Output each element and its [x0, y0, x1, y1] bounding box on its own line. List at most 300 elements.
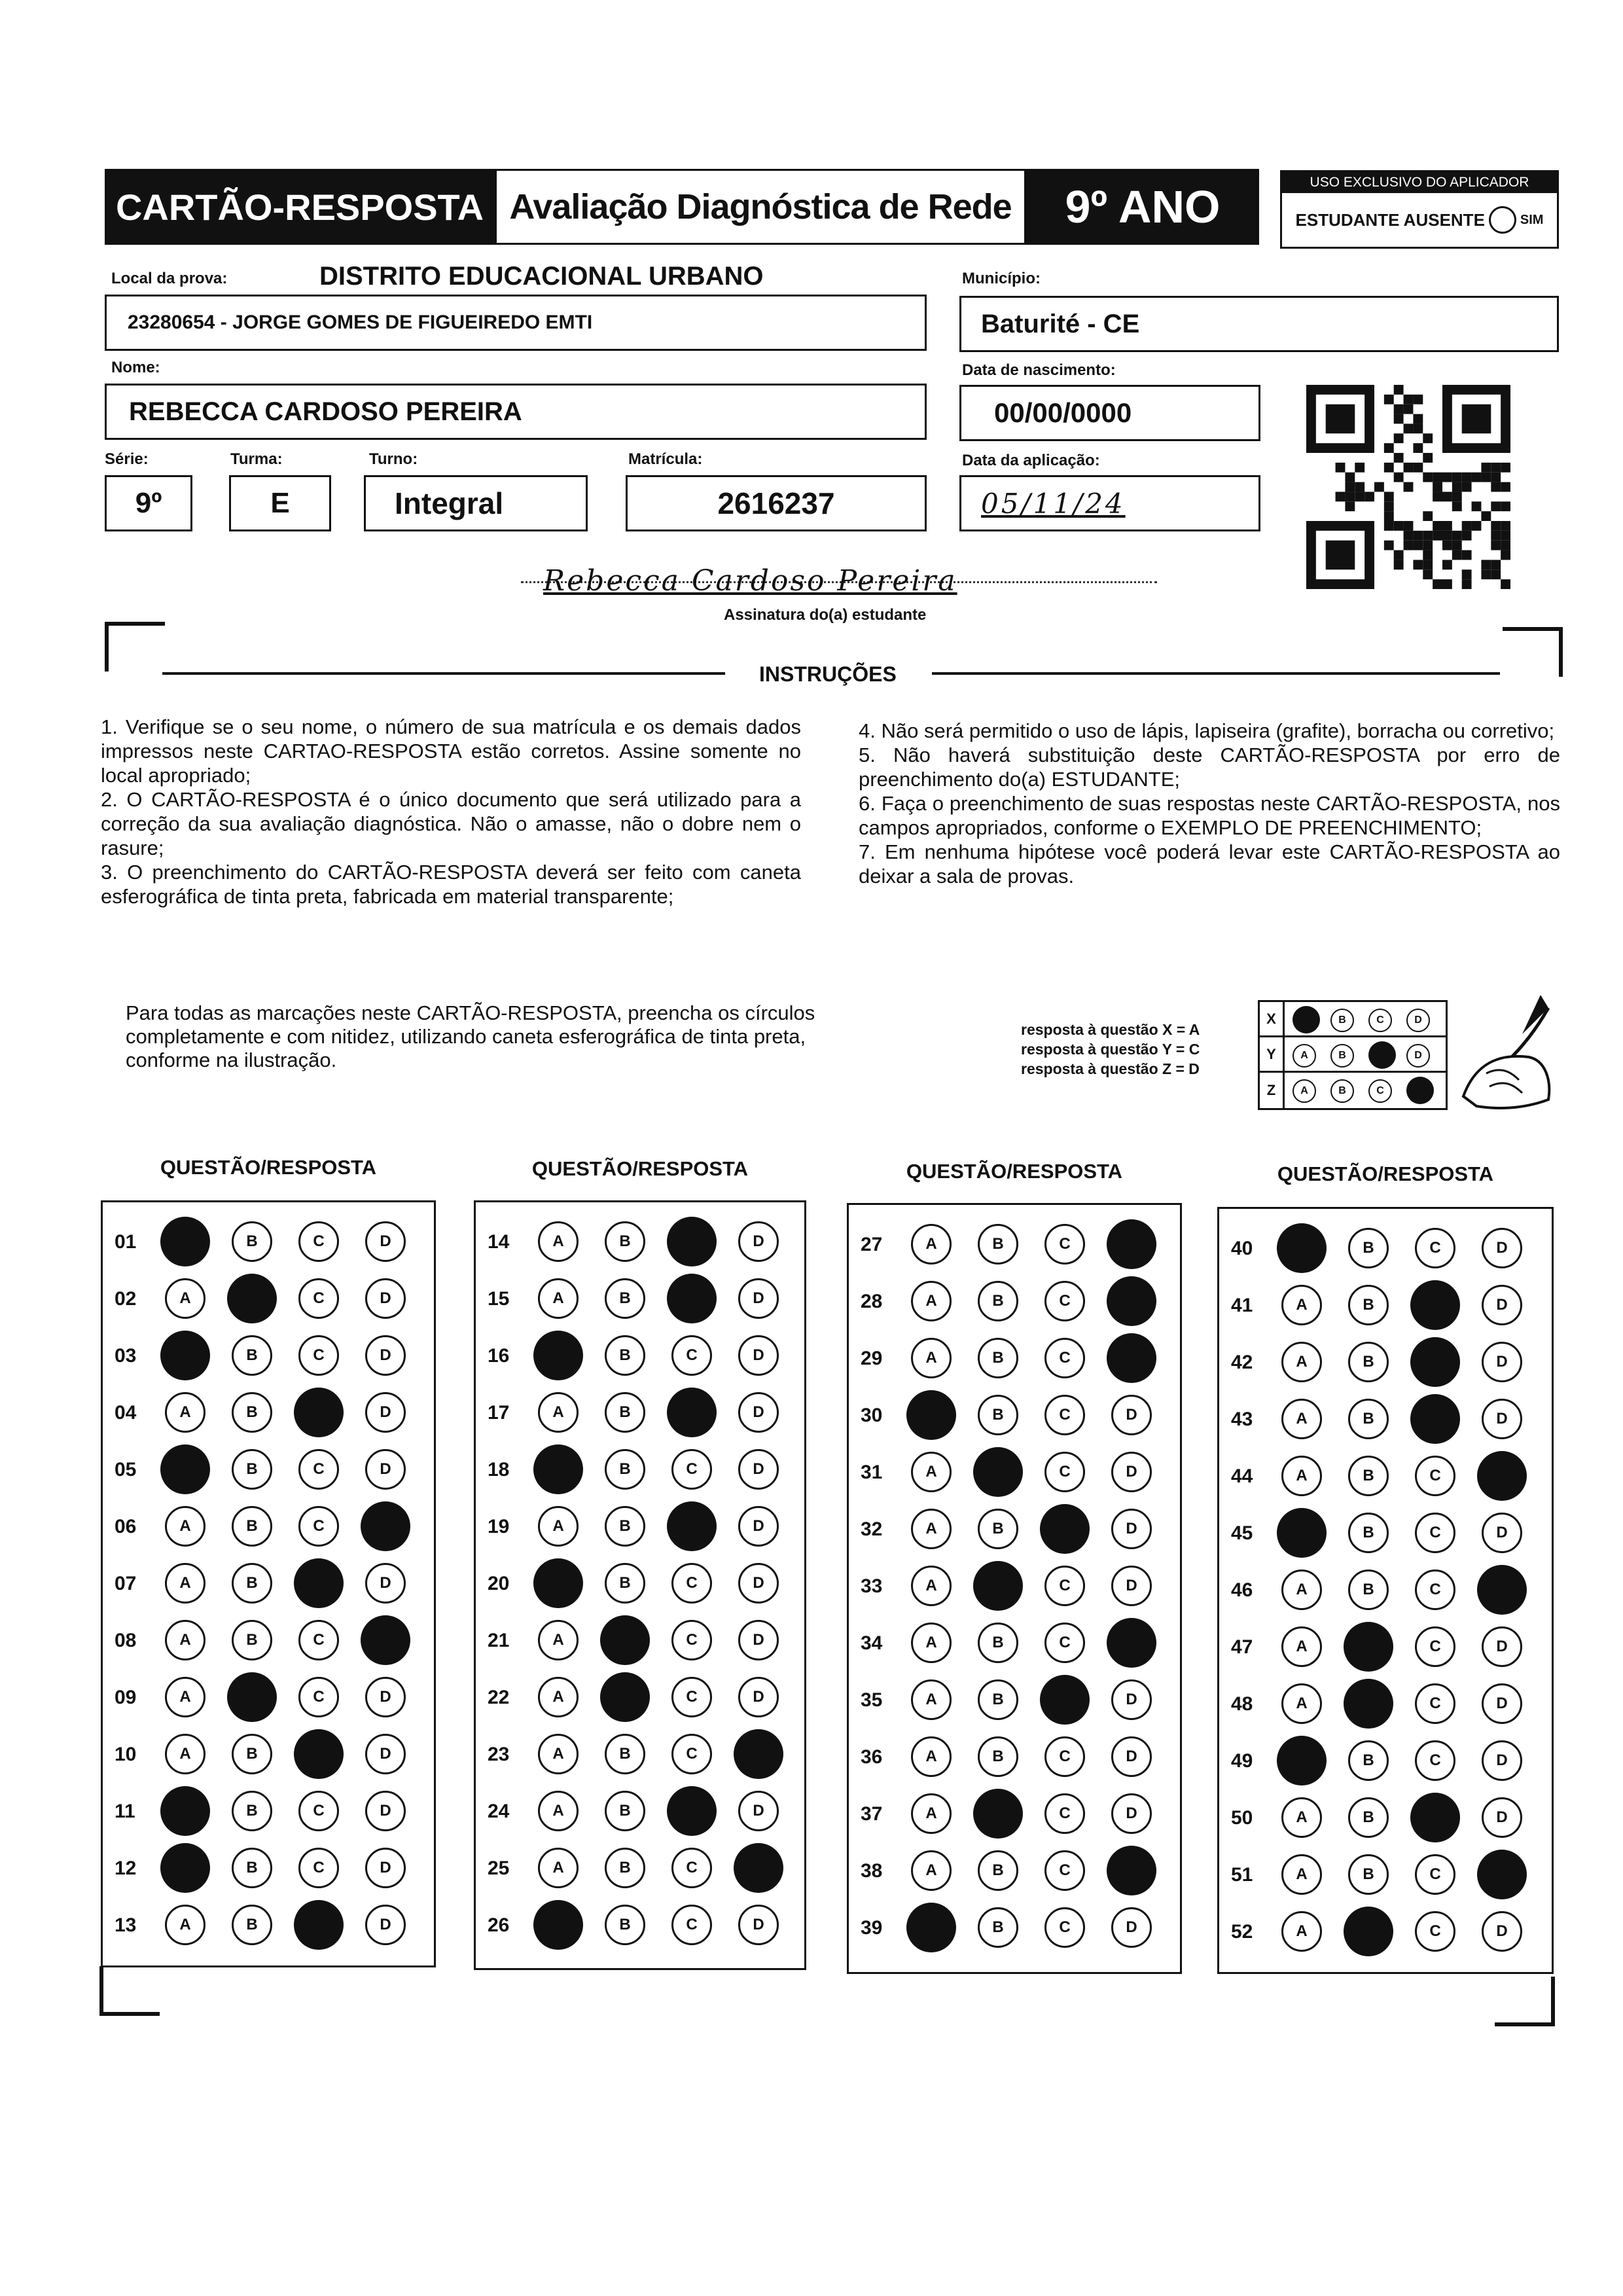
local-label: Local da prova: — [111, 270, 228, 287]
answer-bubble-a[interactable] — [1281, 1570, 1322, 1610]
answer-bubble-b[interactable] — [232, 1848, 272, 1888]
bubble-letter: A — [925, 1691, 937, 1708]
bubble-letter: D — [753, 1346, 764, 1364]
example-row-label: Z — [1260, 1073, 1285, 1108]
answer-bubble-d[interactable] — [734, 1729, 783, 1779]
answer-bubble-a[interactable] — [911, 1736, 952, 1777]
bubble-letter: C — [1059, 1577, 1071, 1594]
answer-bubble-a[interactable] — [1277, 1223, 1327, 1273]
answer-bubble-c[interactable] — [671, 1335, 712, 1376]
answer-bubble-d[interactable] — [1107, 1276, 1156, 1326]
answer-bubble-b[interactable] — [232, 1449, 272, 1490]
answer-bubble-c[interactable] — [671, 1848, 712, 1888]
question-number: 17 — [488, 1402, 510, 1424]
nascimento-field[interactable] — [959, 385, 1260, 441]
bubble-letter: B — [619, 1232, 631, 1250]
answer-bubble-b[interactable] — [1348, 1513, 1389, 1553]
answer-bubble-a[interactable] — [906, 1903, 956, 1952]
answer-bubble-d[interactable] — [1482, 1797, 1522, 1838]
answer-bubble-d[interactable] — [365, 1734, 406, 1774]
answer-bubble-b[interactable] — [605, 1791, 645, 1831]
answer-bubble-c[interactable] — [671, 1677, 712, 1717]
answer-bubble-c[interactable] — [671, 1905, 712, 1945]
bubble-letter: A — [925, 1804, 937, 1822]
answer-bubble-a[interactable] — [160, 1331, 210, 1380]
answer-bubble-a[interactable] — [1281, 1456, 1322, 1496]
answer-bubble-b[interactable] — [978, 1224, 1018, 1265]
answer-bubble-b[interactable] — [232, 1734, 272, 1774]
bubble-letter: A — [1296, 1695, 1308, 1712]
answer-bubble-a[interactable] — [911, 1566, 952, 1606]
answer-bubble-d[interactable] — [1111, 1566, 1152, 1606]
bubble-letter: C — [1059, 1748, 1071, 1765]
answer-bubble-d[interactable] — [738, 1905, 779, 1945]
bubble-letter: B — [1363, 1808, 1374, 1826]
answer-bubble-c[interactable] — [1040, 1675, 1090, 1725]
answer-bubble-c[interactable] — [1044, 1281, 1085, 1321]
bubble-letter: D — [380, 1574, 391, 1592]
question-number: 26 — [488, 1914, 510, 1936]
answer-bubble-a[interactable] — [538, 1278, 579, 1319]
bubble-letter: B — [1363, 1865, 1374, 1883]
answer-bubble-d[interactable] — [1482, 1513, 1522, 1553]
instructions-left-item: 1. Verifique se o seu nome, o número de sua matrícula e os demais dados impressos neste CARTAO-RESPOSTA estão corretos. Assine somente no local apropriado; — [101, 715, 801, 787]
answer-bubble-c[interactable] — [1415, 1513, 1455, 1553]
answer-bubble-b[interactable] — [232, 1221, 272, 1262]
answer-bubble-d[interactable] — [1111, 1679, 1152, 1720]
bubble-letter: B — [992, 1406, 1004, 1424]
local-title: DISTRITO EDUCACIONAL URBANO — [319, 262, 764, 291]
answer-bubble-c[interactable] — [298, 1506, 339, 1547]
question-row — [1219, 1513, 1552, 1552]
answer-bubble-d[interactable] — [1482, 1740, 1522, 1781]
answer-bubble-a[interactable] — [533, 1444, 583, 1494]
bubble-letter: D — [1496, 1751, 1508, 1769]
answer-bubble-c[interactable] — [1410, 1394, 1460, 1444]
nome-field[interactable] — [105, 384, 927, 440]
answer-bubble-c[interactable] — [1044, 1566, 1085, 1606]
answer-bubble-d[interactable] — [361, 1615, 410, 1665]
answer-bubble-a[interactable] — [911, 1850, 952, 1891]
turno-value: Integral — [395, 486, 504, 520]
bubble-letter: B — [992, 1292, 1004, 1310]
answer-bubble-c[interactable] — [294, 1729, 344, 1779]
bubble-letter: C — [686, 1916, 698, 1933]
answer-bubble-d[interactable] — [365, 1278, 406, 1319]
turma-field[interactable] — [229, 475, 331, 531]
answer-bubble-d[interactable] — [1111, 1509, 1152, 1549]
bubble-letter: D — [1126, 1748, 1137, 1765]
answer-bubble-b[interactable] — [227, 1274, 277, 1323]
answer-bubble-a[interactable] — [1281, 1285, 1322, 1325]
answer-bubble-c[interactable] — [294, 1558, 344, 1608]
answer-bubble-c[interactable] — [298, 1449, 339, 1490]
answer-bubble-b[interactable] — [605, 1734, 645, 1774]
exam-title: Avaliação Diagnóstica de Rede — [495, 169, 1026, 245]
bubble-letter: D — [1126, 1577, 1137, 1594]
answer-bubble-c[interactable] — [1415, 1854, 1455, 1895]
question-row — [103, 1564, 434, 1603]
question-row — [849, 1737, 1180, 1776]
answer-bubble-a[interactable] — [165, 1620, 205, 1660]
answer-bubble-a[interactable] — [165, 1905, 205, 1945]
answer-bubble-b[interactable] — [605, 1278, 645, 1319]
answer-bubble-c[interactable] — [667, 1501, 717, 1551]
pen-hand-illustration — [1424, 982, 1555, 1113]
answer-bubble-a[interactable] — [533, 1331, 583, 1380]
answer-bubble-c[interactable] — [671, 1563, 712, 1604]
answer-bubble-c[interactable] — [1410, 1793, 1460, 1842]
answer-bubble-a[interactable] — [1281, 1399, 1322, 1439]
answer-bubble-b[interactable] — [1344, 1679, 1393, 1729]
answer-bubble-a[interactable] — [1277, 1736, 1327, 1785]
answer-bubble-a[interactable] — [533, 1900, 583, 1950]
answer-bubble-a[interactable] — [911, 1281, 952, 1321]
answer-bubble-c[interactable] — [1415, 1740, 1455, 1781]
answer-bubble-d[interactable] — [738, 1335, 779, 1376]
corner-mark-bottom-right — [1495, 1977, 1555, 2026]
answer-bubble-d[interactable] — [365, 1677, 406, 1717]
answer-bubble-d[interactable] — [365, 1563, 406, 1604]
example-bubble — [1330, 1009, 1354, 1032]
answer-bubble-a[interactable] — [1281, 1797, 1322, 1838]
bubble-letter: B — [246, 1232, 258, 1250]
answer-bubble-c[interactable] — [1044, 1338, 1085, 1378]
answer-bubble-d[interactable] — [738, 1392, 779, 1433]
answer-bubble-b[interactable] — [605, 1905, 645, 1945]
answer-bubble-c[interactable] — [671, 1620, 712, 1660]
answer-bubble-d[interactable] — [738, 1563, 779, 1604]
bubble-letter: D — [380, 1232, 391, 1250]
bubble-letter: D — [1496, 1296, 1508, 1314]
answer-bubble-d[interactable] — [1477, 1565, 1527, 1615]
question-number: 45 — [1231, 1522, 1253, 1544]
answer-bubble-d[interactable] — [1482, 1342, 1522, 1382]
answer-bubble-c[interactable] — [667, 1274, 717, 1323]
question-row — [476, 1848, 804, 1888]
answer-bubble-b[interactable] — [1348, 1285, 1389, 1325]
example-line-x: resposta à questão X = A — [1021, 1021, 1200, 1038]
answer-bubble-b[interactable] — [232, 1392, 272, 1433]
answer-bubble-c[interactable] — [667, 1786, 717, 1836]
answer-bubble-a[interactable] — [911, 1793, 952, 1834]
column-title: QUESTÃO/RESPOSTA — [906, 1160, 1123, 1183]
bubble-letter: D — [1126, 1520, 1137, 1537]
answer-bubble-a[interactable] — [1277, 1508, 1327, 1558]
answer-bubble-b[interactable] — [1348, 1228, 1389, 1268]
answer-bubble-b[interactable] — [1348, 1342, 1389, 1382]
bubble-letter: B — [246, 1631, 258, 1649]
answer-bubble-c[interactable] — [298, 1848, 339, 1888]
answer-bubble-b[interactable] — [605, 1335, 645, 1376]
answer-bubble-a[interactable] — [911, 1338, 952, 1378]
bubble-letter: A — [925, 1520, 937, 1537]
bubble-letter: B — [992, 1861, 1004, 1879]
bubble-letter: D — [380, 1916, 391, 1933]
answer-bubble-a[interactable] — [1281, 1683, 1322, 1724]
answer-bubble-a[interactable] — [165, 1734, 205, 1774]
answer-bubble-c[interactable] — [1415, 1228, 1455, 1268]
answer-bubble-d[interactable] — [365, 1791, 406, 1831]
answer-bubble-c[interactable] — [1410, 1280, 1460, 1330]
question-row — [103, 1734, 434, 1774]
answer-bubble-d[interactable] — [1111, 1452, 1152, 1492]
answer-bubble-b[interactable] — [232, 1335, 272, 1376]
answer-bubble-b[interactable] — [978, 1509, 1018, 1549]
turma-label: Turma: — [230, 450, 283, 468]
answer-bubble-a[interactable] — [538, 1677, 579, 1717]
turno-field[interactable] — [364, 475, 588, 531]
answer-bubble-b[interactable] — [1344, 1622, 1393, 1672]
answer-bubble-a[interactable] — [1281, 1911, 1322, 1952]
answer-bubble-a[interactable] — [533, 1558, 583, 1608]
matricula-field[interactable] — [626, 475, 927, 531]
answer-bubble-d[interactable] — [365, 1449, 406, 1490]
answer-bubble-b[interactable] — [232, 1905, 272, 1945]
answer-bubble-c[interactable] — [671, 1449, 712, 1490]
answer-bubble-c[interactable] — [1044, 1395, 1085, 1435]
bubble-letter: A — [925, 1349, 937, 1367]
answer-bubble-a[interactable] — [1281, 1342, 1322, 1382]
answer-bubble-c[interactable] — [1044, 1793, 1085, 1834]
answer-bubble-a[interactable] — [165, 1506, 205, 1547]
answer-bubble-b[interactable] — [973, 1789, 1023, 1839]
bubble-letter: A — [1296, 1467, 1308, 1484]
answer-bubble-a[interactable] — [1281, 1626, 1322, 1667]
question-row — [849, 1282, 1180, 1321]
answer-bubble-b[interactable] — [973, 1561, 1023, 1611]
answer-bubble-d[interactable] — [1477, 1850, 1527, 1899]
serie-field[interactable] — [105, 475, 192, 531]
bubble-letter: B — [992, 1918, 1004, 1936]
answer-bubble-b[interactable] — [978, 1395, 1018, 1435]
answer-bubble-a[interactable] — [165, 1677, 205, 1717]
answer-bubble-a[interactable] — [160, 1217, 210, 1266]
municipio-field[interactable] — [959, 296, 1559, 352]
answer-bubble-b[interactable] — [605, 1221, 645, 1262]
answer-bubble-a[interactable] — [538, 1620, 579, 1660]
answer-bubble-a[interactable] — [165, 1278, 205, 1319]
aplicacao-field[interactable] — [959, 475, 1260, 531]
answer-bubble-c[interactable] — [298, 1278, 339, 1319]
answer-bubble-d[interactable] — [1482, 1626, 1522, 1667]
answer-bubble-b[interactable] — [232, 1791, 272, 1831]
answer-bubble-a[interactable] — [165, 1392, 205, 1433]
answer-bubble-c[interactable] — [1044, 1623, 1085, 1663]
answer-bubble-c[interactable] — [1415, 1911, 1455, 1952]
answer-bubble-c[interactable] — [1415, 1570, 1455, 1610]
bubble-letter: C — [1059, 1292, 1071, 1310]
answer-bubble-b[interactable] — [232, 1563, 272, 1604]
answer-bubble-b[interactable] — [605, 1449, 645, 1490]
answer-bubble-a[interactable] — [165, 1563, 205, 1604]
answer-bubble-b[interactable] — [1348, 1740, 1389, 1781]
answer-bubble-d[interactable] — [1482, 1285, 1522, 1325]
answer-bubble-d[interactable] — [1107, 1333, 1156, 1383]
answer-bubble-c[interactable] — [1044, 1907, 1085, 1948]
answer-bubble-b[interactable] — [978, 1338, 1018, 1378]
answer-bubble-a[interactable] — [160, 1843, 210, 1893]
answer-bubble-c[interactable] — [667, 1217, 717, 1266]
answer-bubble-c[interactable] — [667, 1388, 717, 1437]
example-bubble-letter: A — [1300, 1050, 1308, 1061]
answer-bubble-c[interactable] — [298, 1677, 339, 1717]
answer-bubble-c[interactable] — [1044, 1850, 1085, 1891]
answer-bubble-b[interactable] — [605, 1392, 645, 1433]
example-bubble-letter: B — [1338, 1014, 1346, 1026]
answer-bubble-b[interactable] — [1348, 1570, 1389, 1610]
answer-bubble-a[interactable] — [906, 1390, 956, 1440]
answer-bubble-b[interactable] — [1344, 1907, 1393, 1956]
question-number: 02 — [115, 1288, 137, 1310]
bubble-letter: B — [246, 1802, 258, 1820]
answer-bubble-b[interactable] — [978, 1679, 1018, 1720]
bubble-letter: B — [992, 1520, 1004, 1537]
answer-bubble-b[interactable] — [978, 1281, 1018, 1321]
answer-bubble-d[interactable] — [738, 1620, 779, 1660]
answer-bubble-a[interactable] — [911, 1452, 952, 1492]
answer-bubble-d[interactable] — [1107, 1219, 1156, 1269]
answer-bubble-c[interactable] — [1044, 1736, 1085, 1777]
answer-bubble-c[interactable] — [294, 1900, 344, 1950]
local-field[interactable] — [105, 295, 927, 351]
answer-bubble-a[interactable] — [538, 1221, 579, 1262]
answer-bubble-d[interactable] — [365, 1392, 406, 1433]
answer-bubble-d[interactable] — [1482, 1911, 1522, 1952]
answer-bubble-b[interactable] — [1348, 1399, 1389, 1439]
bubble-letter: A — [552, 1631, 564, 1649]
answer-bubble-c[interactable] — [1044, 1224, 1085, 1265]
question-row — [476, 1677, 804, 1717]
answer-bubble-a[interactable] — [160, 1786, 210, 1836]
bubble-letter: D — [753, 1631, 764, 1649]
answer-bubble-a[interactable] — [1281, 1854, 1322, 1895]
bubble-letter: C — [1429, 1638, 1441, 1655]
answer-bubble-d[interactable] — [361, 1501, 410, 1551]
answer-bubble-b[interactable] — [978, 1850, 1018, 1891]
answer-bubble-b[interactable] — [1348, 1854, 1389, 1895]
question-row — [1219, 1570, 1552, 1609]
answer-bubble-c[interactable] — [1044, 1452, 1085, 1492]
answer-bubble-d[interactable] — [365, 1335, 406, 1376]
answer-bubble-d[interactable] — [1107, 1618, 1156, 1668]
answer-bubble-b[interactable] — [232, 1620, 272, 1660]
answer-bubble-d[interactable] — [1111, 1395, 1152, 1435]
answer-bubble-a[interactable] — [538, 1848, 579, 1888]
answer-bubble-b[interactable] — [1348, 1797, 1389, 1838]
question-row — [103, 1621, 434, 1660]
answer-bubble-b[interactable] — [1348, 1456, 1389, 1496]
bubble-letter: C — [686, 1460, 698, 1478]
answer-bubble-d[interactable] — [734, 1843, 783, 1893]
answer-bubble-d[interactable] — [1111, 1907, 1152, 1948]
answer-bubble-d[interactable] — [1482, 1683, 1522, 1724]
answer-bubble-b[interactable] — [605, 1506, 645, 1547]
bubble-letter: D — [753, 1403, 764, 1421]
answer-bubble-b[interactable] — [973, 1447, 1023, 1497]
answer-bubble-c[interactable] — [298, 1335, 339, 1376]
question-number: 04 — [115, 1402, 137, 1424]
answer-bubble-b[interactable] — [600, 1672, 650, 1722]
answer-bubble-d[interactable] — [738, 1278, 779, 1319]
answer-bubble-c[interactable] — [1410, 1337, 1460, 1387]
answer-bubble-b[interactable] — [605, 1563, 645, 1604]
question-row — [1219, 1456, 1552, 1496]
answer-bubble-c[interactable] — [298, 1221, 339, 1262]
question-number: 38 — [861, 1860, 883, 1882]
answer-bubble-a[interactable] — [538, 1791, 579, 1831]
bubble-letter: B — [1363, 1581, 1374, 1598]
answer-bubble-c[interactable] — [1415, 1626, 1455, 1667]
bubble-letter: B — [1363, 1353, 1374, 1371]
answer-column-3 — [847, 1203, 1182, 1974]
answer-bubble-d[interactable] — [1477, 1451, 1527, 1501]
answer-bubble-a[interactable] — [911, 1679, 952, 1720]
answer-bubble-a[interactable] — [538, 1734, 579, 1774]
question-row — [1219, 1342, 1552, 1382]
bubble-letter: B — [619, 1403, 631, 1421]
answer-bubble-c[interactable] — [1415, 1683, 1455, 1724]
answer-bubble-a[interactable] — [911, 1224, 952, 1265]
answer-bubble-a[interactable] — [911, 1509, 952, 1549]
answer-bubble-d[interactable] — [738, 1221, 779, 1262]
answer-bubble-d[interactable] — [1111, 1793, 1152, 1834]
answer-bubble-d[interactable] — [738, 1677, 779, 1717]
answer-bubble-a[interactable] — [911, 1623, 952, 1663]
bubble-letter: C — [1059, 1634, 1071, 1651]
answer-bubble-c[interactable] — [1415, 1456, 1455, 1496]
answer-bubble-d[interactable] — [738, 1449, 779, 1490]
answer-bubble-c[interactable] — [671, 1734, 712, 1774]
answer-bubble-a[interactable] — [538, 1506, 579, 1547]
absent-checkbox[interactable] — [1489, 206, 1516, 234]
answer-bubble-b[interactable] — [227, 1672, 277, 1722]
column-title: QUESTÃO/RESPOSTA — [160, 1156, 377, 1179]
answer-bubble-d[interactable] — [1482, 1399, 1522, 1439]
answer-bubble-b[interactable] — [978, 1623, 1018, 1663]
answer-bubble-b[interactable] — [978, 1736, 1018, 1777]
bubble-letter: B — [246, 1916, 258, 1933]
question-number: 49 — [1231, 1750, 1253, 1772]
answer-bubble-c[interactable] — [294, 1388, 344, 1437]
instructions-left — [101, 715, 801, 908]
answer-bubble-c[interactable] — [298, 1620, 339, 1660]
answer-bubble-b[interactable] — [605, 1848, 645, 1888]
absent-option: SIM — [1520, 212, 1544, 227]
answer-bubble-b[interactable] — [232, 1506, 272, 1547]
answer-bubble-b[interactable] — [600, 1615, 650, 1665]
question-number: 07 — [115, 1573, 137, 1594]
answer-bubble-d[interactable] — [365, 1848, 406, 1888]
answer-bubble-a[interactable] — [538, 1392, 579, 1433]
answer-bubble-d[interactable] — [365, 1905, 406, 1945]
answer-bubble-d[interactable] — [738, 1791, 779, 1831]
question-number: 14 — [488, 1231, 510, 1253]
bubble-letter: D — [1496, 1695, 1508, 1712]
answer-bubble-c[interactable] — [298, 1791, 339, 1831]
answer-bubble-d[interactable] — [365, 1221, 406, 1262]
question-number: 11 — [115, 1801, 135, 1822]
bubble-letter: D — [753, 1289, 764, 1307]
answer-bubble-d[interactable] — [1482, 1228, 1522, 1268]
answer-bubble-d[interactable] — [1111, 1736, 1152, 1777]
answer-bubble-b[interactable] — [978, 1907, 1018, 1948]
answer-bubble-c[interactable] — [1040, 1504, 1090, 1554]
answer-bubble-d[interactable] — [738, 1506, 779, 1547]
question-row — [849, 1794, 1180, 1833]
answer-bubble-d[interactable] — [1107, 1846, 1156, 1895]
answer-bubble-a[interactable] — [160, 1444, 210, 1494]
